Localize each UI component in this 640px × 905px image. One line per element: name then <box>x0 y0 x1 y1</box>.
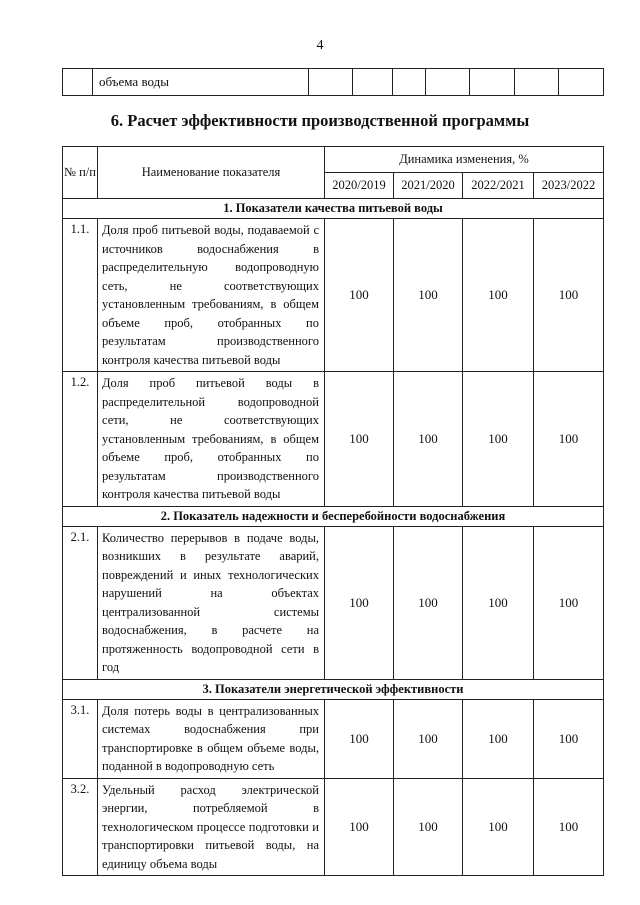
row-number: 1.1. <box>63 219 98 372</box>
row-value: 100 <box>534 219 604 372</box>
table-row <box>63 69 604 96</box>
row-value: 100 <box>534 699 604 778</box>
row-value: 100 <box>394 778 463 876</box>
row-value: 100 <box>394 219 463 372</box>
row-number: 3.1. <box>63 699 98 778</box>
row-value: 100 <box>325 778 394 876</box>
row-value: 100 <box>463 699 534 778</box>
table-row <box>63 699 604 778</box>
group-row <box>63 506 604 526</box>
row-value: 100 <box>325 219 394 372</box>
row-value: 100 <box>534 372 604 507</box>
column-header-dynamics: Динамика изменения, % <box>325 147 604 173</box>
row-value: 100 <box>534 778 604 876</box>
year-header: 2022/2021 <box>463 173 534 199</box>
table-row <box>63 372 604 507</box>
efficiency-table <box>62 146 604 876</box>
year-header: 2021/2020 <box>394 173 463 199</box>
section-title: 6. Расчет эффективности производственной программы <box>110 111 530 130</box>
row-value: 100 <box>394 699 463 778</box>
row-value: 100 <box>394 372 463 507</box>
year-header: 2023/2022 <box>534 173 604 199</box>
header-row <box>63 147 604 173</box>
group-title: 3. Показатели энергетической эффективности <box>63 679 604 699</box>
row-value: 100 <box>463 778 534 876</box>
row-value: 100 <box>325 699 394 778</box>
row-number: 1.2. <box>63 372 98 507</box>
row-value: 100 <box>394 526 463 679</box>
group-row <box>63 679 604 699</box>
column-header-name: Наименование показателя <box>98 147 325 199</box>
row-name: Удельный расход электрической энергии, потребляемой в технологическом процессе подготовки и транспортировки питьевой воды, на единицу объема воды <box>98 778 325 876</box>
page-number: 4 <box>316 38 324 53</box>
column-header-number: № п/п <box>63 147 98 199</box>
row-number: 3.2. <box>63 778 98 876</box>
table-row <box>63 219 604 372</box>
year-header: 2020/2019 <box>325 173 394 199</box>
row-name: Доля потерь воды в централизованных системах водоснабжения при транспортировке в общем объеме воды, поданной в водопроводную сеть <box>98 699 325 778</box>
table-row <box>63 526 604 679</box>
row-name: Количество перерывов в подаче воды, возникших в результате аварий, повреждений и иных технологических нарушений на объектах централизованной системы водоснабжения, в расчете на протяженность водопроводной сети в год <box>98 526 325 679</box>
row-value: 100 <box>463 219 534 372</box>
row-value: 100 <box>463 526 534 679</box>
row-value: 100 <box>534 526 604 679</box>
row-name: Доля проб питьевой воды в распределительной водопроводной сети, не соответствующих установленным требованиям, в общем объеме проб, отобранных по результатам производственного контроля качества питьевой воды <box>98 372 325 507</box>
row-name: объема воды <box>93 69 309 96</box>
continued-table <box>62 68 604 96</box>
table-row <box>63 778 604 876</box>
row-number: 2.1. <box>63 526 98 679</box>
row-value: 100 <box>325 526 394 679</box>
group-title: 2. Показатель надежности и бесперебойности водоснабжения <box>63 506 604 526</box>
row-value: 100 <box>325 372 394 507</box>
row-name: Доля проб питьевой воды, подаваемой с источников водоснабжения в распределительную водопроводную сеть, не соответствующих установленным требованиям, в общем объеме проб, отобранных по результатам производственного контроля качества питьевой воды <box>98 219 325 372</box>
group-row <box>63 199 604 219</box>
group-title: 1. Показатели качества питьевой воды <box>63 199 604 219</box>
row-value: 100 <box>463 372 534 507</box>
